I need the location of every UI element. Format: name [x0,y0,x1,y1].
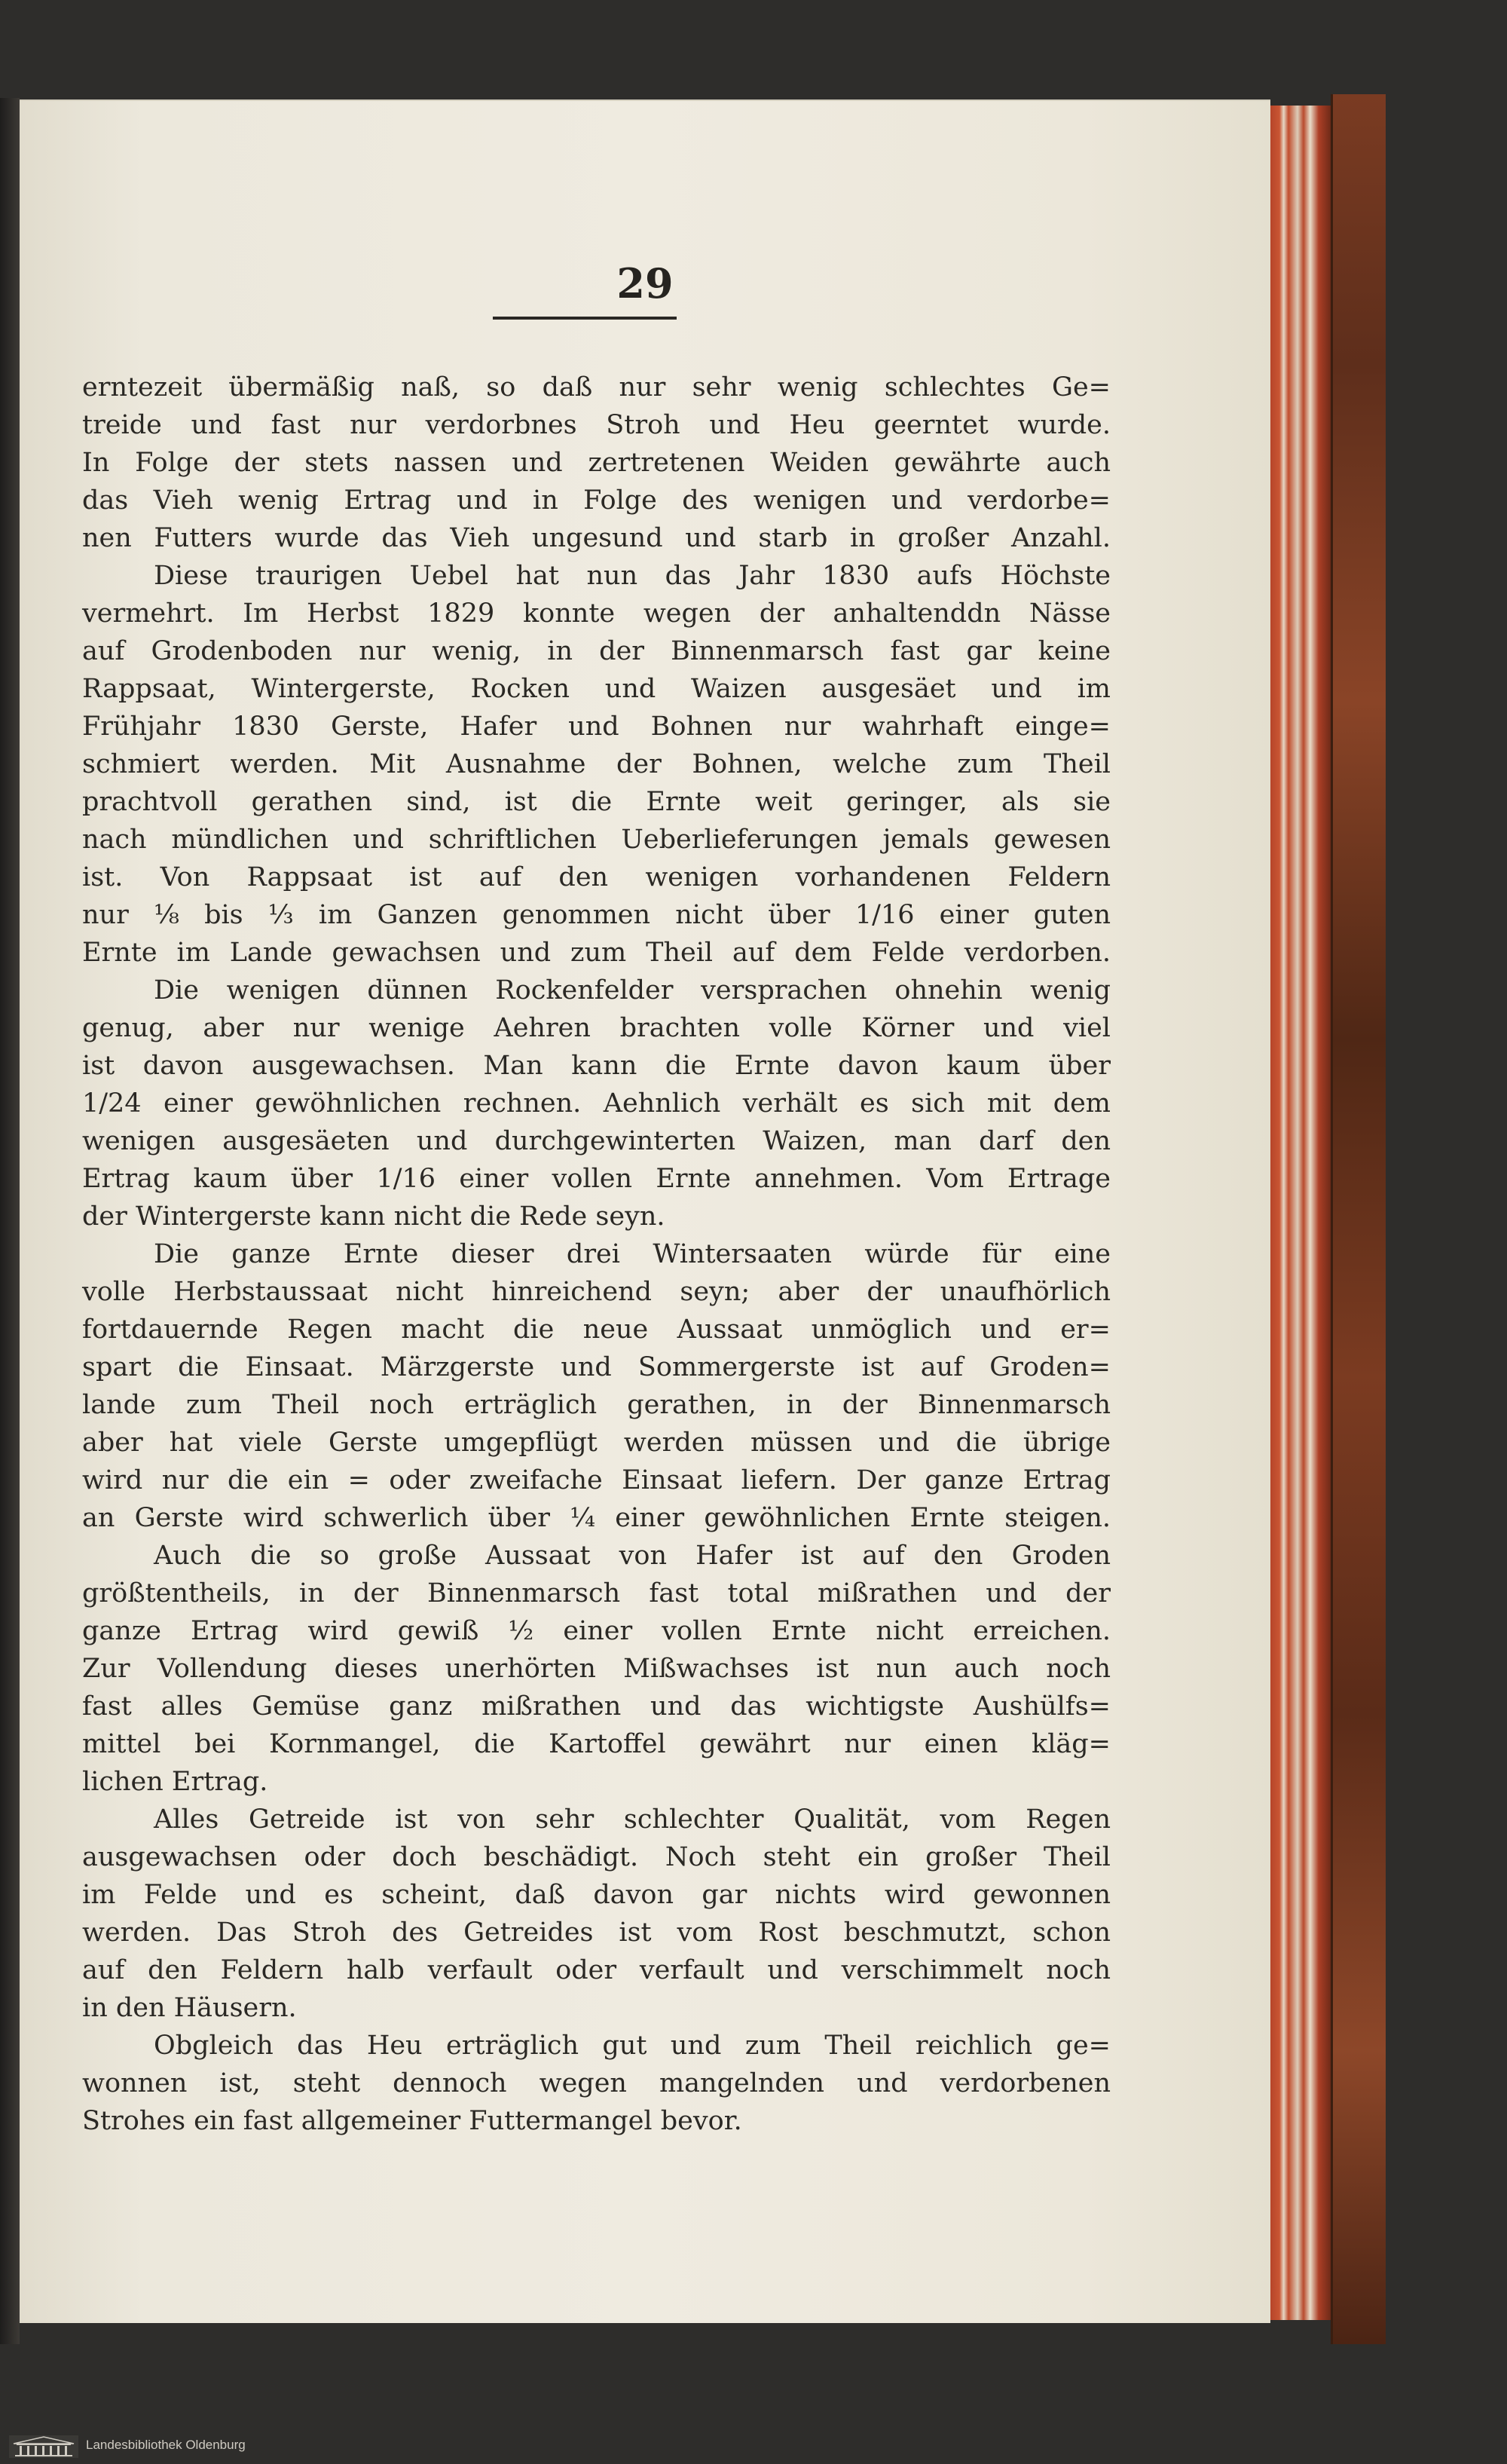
text-line: fast alles Gemüse ganz mißrathen und das wichtigste Aushülfs= [82,1691,1111,1722]
text-line: Die wenigen dünnen Rockenfelder versprachen ohnehin wenig [154,975,1111,1005]
text-line: der Wintergerste kann nicht die Rede seyn. [82,1201,665,1232]
text-line: wenigen ausgesäeten und durchgewinterten Waizen, man darf den [82,1126,1111,1156]
text-line: nach mündlichen und schriftlichen Ueberlieferungen jemals gewesen [82,825,1111,855]
text-line: ausgewachsen oder doch beschädigt. Noch steht ein großer Theil [82,1842,1111,1872]
text-line: ganze Ertrag wird gewiß ½ einer vollen Ernte nicht erreichen. [82,1616,1111,1646]
text-line: treide und fast nur verdorbnes Stroh und Heu geerntet wurde. [82,410,1111,440]
text-line: nur ⅛ bis ⅓ im Ganzen genommen nicht über 1/16 einer guten [82,900,1111,930]
text-line: spart die Einsaat. Märzgerste und Sommergerste ist auf Groden= [82,1352,1111,1382]
text-line: Obgleich das Heu erträglich gut und zum Theil reichlich ge= [154,2031,1111,2061]
text-line: auf den Feldern halb verfault oder verfault und verschimmelt noch [82,1955,1111,1985]
text-line: Diese traurigen Uebel hat nun das Jahr 1830 aufs Höchste [154,561,1111,591]
text-line: das Vieh wenig Ertrag und in Folge des wenigen und verdorbe= [82,485,1111,516]
page-text [82,369,1111,2283]
text-line: lande zum Theil noch erträglich gerathen, in der Binnenmarsch [82,1390,1111,1420]
text-line: Ertrag kaum über 1/16 einer vollen Ernte annehmen. Vom Ertrage [82,1164,1111,1194]
text-line: wonnen ist, steht dennoch wegen mangelnden und verdorbenen [82,2068,1111,2098]
text-line: schmiert werden. Mit Ausnahme der Bohnen, welche zum Theil [82,749,1111,779]
text-line: größtentheils, in der Binnenmarsch fast total mißrathen und der [82,1578,1111,1608]
text-line: aber hat viele Gerste umgepflügt werden müssen und die übrige [82,1428,1111,1458]
text-line: Strohes ein fast allgemeiner Futtermangel bevor. [82,2106,742,2136]
text-line: Die ganze Ernte dieser drei Wintersaaten würde für eine [154,1239,1111,1269]
text-line: Alles Getreide ist von sehr schlechter Qualität, vom Regen [154,1804,1111,1835]
text-line: Frühjahr 1830 Gerste, Hafer und Bohnen nur wahrhaft einge= [82,712,1111,742]
page-number-rule [493,317,677,320]
text-line: mittel bei Kornmangel, die Kartoffel gewährt nur einen kläg= [82,1729,1111,1759]
text-line: lichen Ertrag. [82,1767,268,1797]
text-line: ist. Von Rappsaat ist auf den wenigen vorhandenen Feldern [82,862,1111,892]
library-logo-icon [9,2435,78,2458]
text-line: fortdauernde Regen macht die neue Aussaat unmöglich und er= [82,1315,1111,1345]
text-line: vermehrt. Im Herbst 1829 konnte wegen der anhaltenddn Nässe [82,598,1111,629]
text-line: In Folge der stets nassen und zertretenen Weiden gewährte auch [82,448,1111,478]
text-line: Rappsaat, Wintergerste, Rocken und Waizen ausgesäet und im [82,674,1111,704]
text-line: erntezeit übermäßig naß, so daß nur sehr wenig schlechtes Ge= [82,372,1111,403]
text-line: Zur Vollendung dieses unerhörten Mißwachses ist nun auch noch [82,1654,1111,1684]
text-line: genug, aber nur wenige Aehren brachten volle Körner und viel [82,1013,1111,1043]
text-line: Auch die so große Aussaat von Hafer ist auf den Groden [154,1541,1111,1571]
text-line: an Gerste wird schwerlich über ¼ einer gewöhnlichen Ernte steigen. [82,1503,1111,1533]
text-line: auf Grodenboden nur wenig, in der Binnenmarsch fast gar keine [82,636,1111,666]
text-line: ist davon ausgewachsen. Man kann die Ernte davon kaum über [82,1051,1111,1081]
library-name: Landesbibliothek Oldenburg [86,2438,246,2452]
book-cover-left [0,98,20,2344]
text-line: volle Herbstaussaat nicht hinreichend seyn; aber der unaufhörlich [82,1277,1111,1307]
book-page [20,99,1270,2323]
text-line: nen Futters wurde das Vieh ungesund und starb in großer Anzahl. [82,523,1111,553]
text-line: Ernte im Lande gewachsen und zum Theil auf dem Felde verdorben. [82,938,1111,968]
text-line: im Felde und es scheint, daß davon gar nichts wird gewonnen [82,1880,1111,1910]
footer-bar [0,2431,1507,2464]
page-edges [1270,106,1331,2320]
text-line: werden. Das Stroh des Getreides ist vom Rost beschmutzt, schon [82,1918,1111,1948]
text-line: in den Häusern. [82,1993,297,2023]
text-line: wird nur die ein = oder zweifache Einsaat liefern. Der ganze Ertrag [82,1465,1111,1495]
page-number: 29 [616,259,674,308]
book-cover-right [1331,94,1386,2344]
text-line: 1/24 einer gewöhnlichen rechnen. Aehnlich verhält es sich mit dem [82,1088,1111,1119]
text-line: prachtvoll gerathen sind, ist die Ernte weit geringer, als sie [82,787,1111,817]
